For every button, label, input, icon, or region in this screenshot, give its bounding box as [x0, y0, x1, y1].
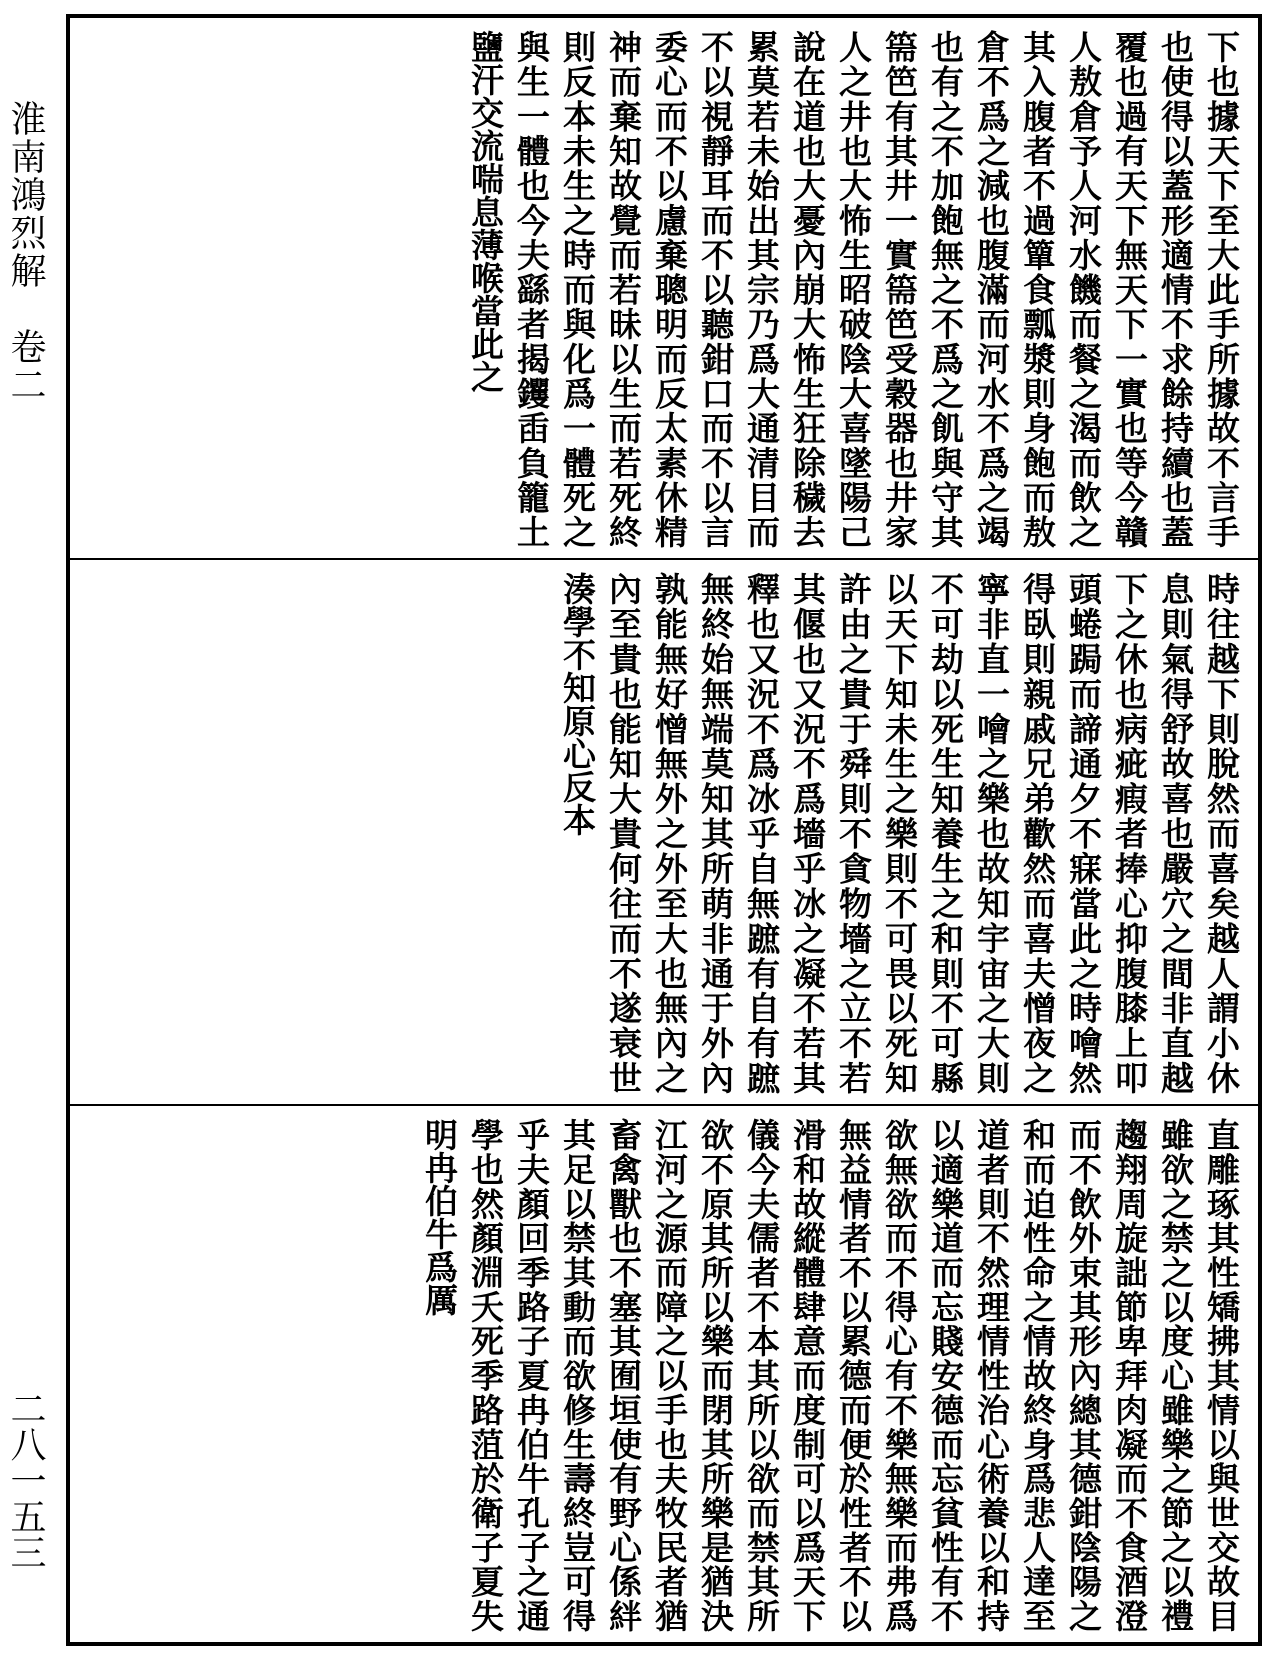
vertical-text-block: 直雕琢其性矯拂其情以與世交故目雖欲之禁之以度心雖樂之節之以禮趨翔周旋詘節卑拜肉凝而不食酒澄而不飲外束其形內總其德鉗陰陽之和而迫性命之情故終身爲悲人達至道者則不然理情性治心術養以和持以適樂道而忘賤安德而忘貧性有不欲無欲而不得心有不樂無樂而弗爲無益情者不以累德而便於性者不以滑和故縱體肆意而度制可以爲天下儀今夫儒者不本其所以欲而禁其所欲不原其所以樂而閉其所樂是猶決江河之源而障之以手也夫牧民者猶畜禽獸也不塞其囿垣使有野心係絆其足以禁其動而欲修生壽終豈可得乎夫顏回季路子夏冉伯牛孔子之通學也然顏淵夭死季路菹於衛子夏失明冉伯牛爲厲 [420, 1118, 1241, 1632]
book-title: 淮南鴻烈解 卷二 [5, 100, 46, 404]
page-number: 二八一五三 [5, 1390, 46, 1570]
vertical-text-block: 時往越下則脫然而喜矣越人謂小休息則氣得舒故喜也嚴穴之間非直越下之休也病疵瘕者捧心抑腹膝上叩頭蜷跼而諦通夕不寐當此之時噲然得臥則親戚兄弟歡然而喜夫憎夜之寧非直一噲之樂也故知宇宙之大則不可劫以死生知養生之和則不可縣以天下知未生之樂則不可畏以死知許由之貴于舜則不貪物墻之立不若其偃也又況不爲墻乎冰之凝不若其釋也又況不爲冰乎自無蹠有自有蹠無終始無端莫知其所萌非通于外內孰能無好憎無外之外至大也無內之內至貴也能知大貴何往而不遂衰世湊學不知原心反本 [558, 572, 1241, 1094]
text-panel-middle [70, 560, 1258, 1106]
page-frame [66, 14, 1262, 1646]
vertical-text-block: 下也據天下至大此手所據故不言手也使得以蓋形適情不求餘持續也蓋覆也過有天下無天下一實也等今贛人敖倉予人河水饑而餐之渴而飲之其入腹者不過簞食瓢漿則身飽而敖倉不爲之減也腹滿而河水不爲之竭也有之不加飽無之不爲之飢與守其篅笆有其井一實篅笆受穀器也井家人之井也大怖生昭破陰大喜墜陽己說在道也大憂內崩大怖生狂除穢去累莫若未始出其宗乃爲大通清目而不以視靜耳而不以聽鉗口而不以言委心而不以慮棄聰明而反太素休精神而棄知故覺而若昧以生而若死終則反本未生之時而與化爲一體死之與生一體也今夫繇者揭钁臿負籠土鹽汗交流喘息薄喉當此之 [466, 30, 1241, 548]
text-panel-top [70, 18, 1258, 560]
text-panel-bottom [70, 1106, 1258, 1642]
